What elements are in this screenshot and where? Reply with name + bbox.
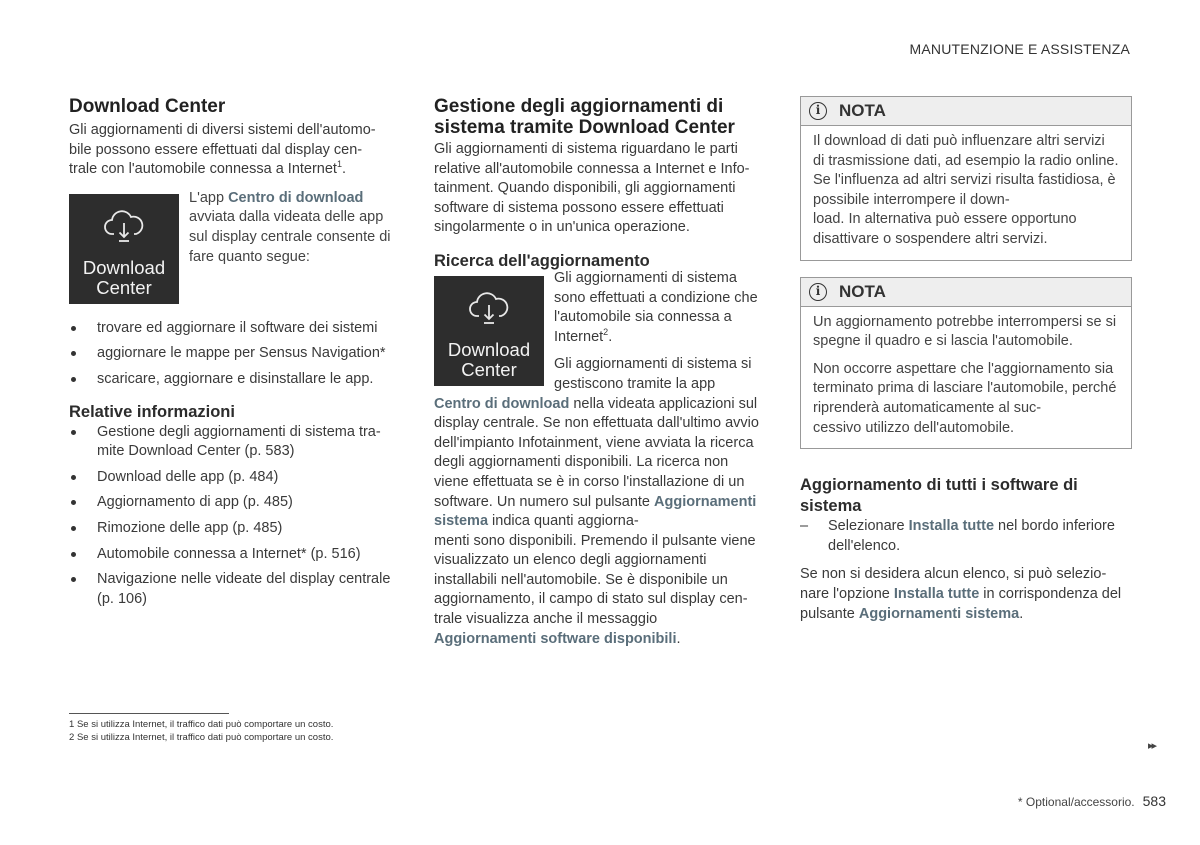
page-number: 583 — [1142, 793, 1166, 809]
option-name: Installa tutte — [908, 518, 995, 535]
related-link[interactable]: Gestione degli aggiornamenti di sistema tra- mite Download Center (p. 583) — [69, 423, 399, 462]
body-paragraph: Se non si desidera alcun elenco, si può selezio- nare l'opzione Installa tutte in corrispondenza del pulsante Aggiornamenti sistema. — [800, 566, 1122, 622]
intro-paragraph: Gli aggiornamenti di sistema riguardano le parti relative all'automobile connessa a Internet e Info- tainment. Quando disponibili, gli aggiornamenti software di sistema possono essere effettuati singolarmente o in un'unica operazione. — [434, 141, 750, 236]
related-info-title: Relative informazioni — [69, 402, 235, 421]
option-name: Installa tutte — [893, 585, 980, 602]
note-title: NOTA — [839, 281, 886, 301]
note-title: NOTA — [839, 101, 886, 121]
related-link[interactable]: Rimozione delle app (p. 485) — [69, 519, 399, 539]
related-link[interactable]: Download delle app (p. 484) — [69, 468, 399, 488]
app-description: L'app Centro di download avviata dalla videata delle app sul display centrale consente di fare quanto segue: — [189, 189, 391, 265]
body-paragraph: Centro di download nella videata applicazioni sul display centrale. Se non effettuata dall'ultimo avvio dell'impianto Infotainment, viene avviata la ricerca degli aggiornamenti disponibili. La ricerca non viene effettuata se è in corso l'installazione di un software. Un numero sul pulsante Aggiornamenti sistema indica quanti aggiorna- menti sono disponibili. Premendo il pulsante viene visualizzato un elenco degli aggiornamenti installabili nell'automobile. Se è disponibile un aggiornamento, il campo di stato sul display cen- trale visualizza anche il messaggio Aggiornamenti software disponibili. — [434, 395, 759, 647]
intro-paragraph: Gli aggiornamenti di diversi sistemi dell'automo- bile possono essere effettuati dal display cen- trale con l'automobile connessa a Internet$^1$. — [69, 122, 376, 178]
related-info-list — [69, 423, 399, 610]
intro-text: Gli aggiornamenti di diversi sistemi dell'automo- bile possono essere effettuati dal display cen- trale con l'automobile connessa a Internet — [69, 122, 376, 178]
app-tile-label-line2: Center — [96, 276, 152, 298]
optional-note: * Optional/accessorio. — [1017, 795, 1135, 809]
list-item: aggiornare le mappe per Sensus Navigation* — [69, 344, 399, 364]
section-title: Gestione degli aggiornamenti di sistema tramite Download Center — [434, 96, 735, 138]
note-box — [800, 96, 1132, 261]
button-name: Aggiornamenti sistema — [858, 605, 1020, 622]
footnote-ref: 2 — [603, 326, 609, 337]
app-name-link: Centro di download — [228, 189, 364, 206]
footnote-ref: 1 — [336, 159, 342, 170]
side-text — [554, 269, 764, 395]
footnote: 1 Se si utilizza Internet, il traffico dati può comportare un costo. — [69, 719, 334, 730]
button-name: Aggiornamenti sistema — [434, 493, 757, 530]
download-center-app-tile — [434, 276, 544, 386]
step-dash: – — [800, 518, 809, 535]
note-body — [801, 307, 1131, 449]
continue-arrows-icon: ▸▸ — [1148, 740, 1156, 752]
cloud-download-icon — [104, 210, 144, 244]
column-system-updates — [434, 96, 764, 649]
note-text: Un aggiornamento potrebbe interrompersi se si spegne il quadro e si lascia l'automobile. — [813, 313, 1117, 350]
related-link[interactable]: Automobile connessa a Internet* (p. 516) — [69, 545, 399, 565]
feature-list — [69, 319, 399, 390]
footnotes — [69, 718, 333, 744]
step-item — [800, 517, 1132, 556]
footnote: 2 Se si utilizza Internet, il traffico dati può comportare un costo. — [69, 732, 334, 743]
column-notes — [800, 96, 1132, 624]
subsection-title: Aggiornamento di tutti i software di sistema — [800, 476, 1078, 516]
note-text: Non occorre aspettare che l'aggiornamento sia terminato prima di lasciare l'automobile, perché riprenderà automaticamente al suc- cessivo utilizzo dell'automobile. — [813, 360, 1117, 436]
note-header — [801, 97, 1131, 126]
side-paragraph-1: Gli aggiornamenti di sistema sono effettuati a condizione che l'automobile sia connessa a Internet$^2$. — [554, 269, 758, 345]
list-item: scaricare, aggiornare e disinstallare le app. — [69, 370, 399, 390]
related-link[interactable]: Aggiornamento di app (p. 485) — [69, 493, 399, 513]
app-info — [69, 189, 399, 304]
app-name-link: Centro di download — [434, 395, 570, 412]
step-text: Selezionare Installa tutte nel bordo inferiore dell'elenco. — [828, 518, 1115, 554]
app-tile-label-line2: Center — [461, 358, 517, 380]
list-item: trovare ed aggiornare il software dei sistemi — [69, 319, 399, 339]
subsection-title: Ricerca dell'aggiornamento — [434, 251, 650, 270]
download-center-app-tile — [69, 194, 179, 304]
note-box — [800, 277, 1132, 450]
note-header — [801, 278, 1131, 307]
app-tile-label-line1: Download — [82, 256, 166, 278]
note-text: Il download di dati può influenzare altri servizi di trasmissione dati, ad esempio la radio online. Se l'influenza ad altri servizi risulta fastidiosa, è possibile interrompere il down- load. In alternativa può essere opportuno disattivare o sospendere altri servizi. — [813, 133, 1119, 247]
info-icon: i — [809, 102, 827, 120]
related-link[interactable]: Navigazione nelle videate del display centrale (p. 106) — [69, 570, 399, 609]
note-body — [801, 126, 1131, 260]
section-header: MANUTENZIONE E ASSISTENZA — [909, 41, 1130, 57]
message-name: Aggiornamenti software disponibili — [434, 630, 677, 647]
app-tile-label-line1: Download — [447, 338, 531, 360]
cloud-download-icon — [469, 292, 509, 326]
footnote-divider — [69, 713, 229, 714]
info-icon: i — [809, 283, 827, 301]
page-footer — [1018, 792, 1166, 813]
update-search-block — [434, 269, 764, 395]
column-download-center — [69, 96, 399, 609]
side-paragraph-2: Gli aggiornamenti di sistema si gestiscono tramite la app — [554, 356, 752, 392]
section-title: Download Center — [69, 96, 226, 117]
